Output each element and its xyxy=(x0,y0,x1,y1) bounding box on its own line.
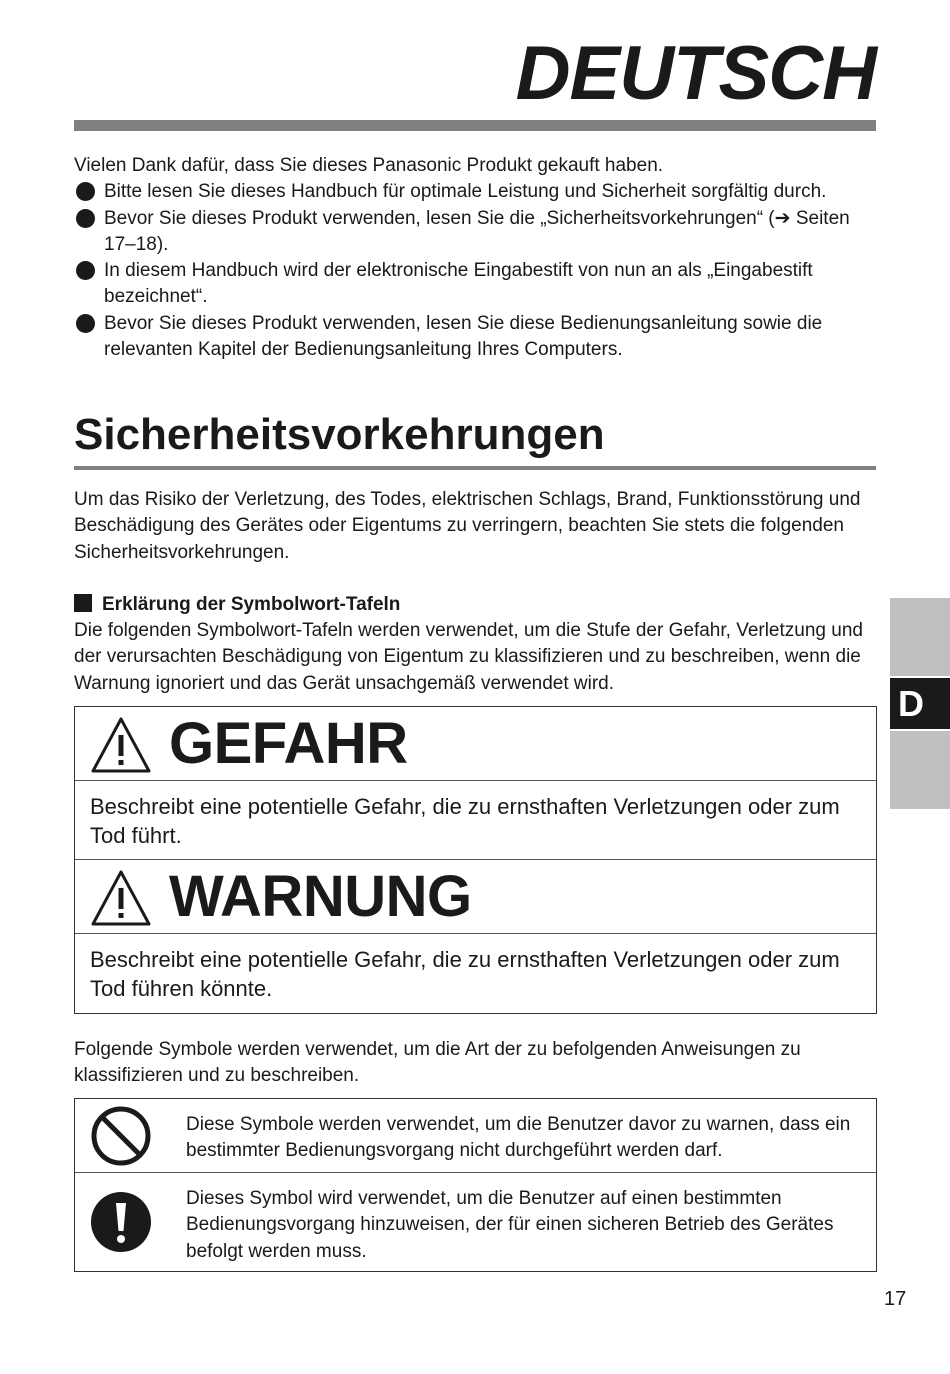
signal-word-table xyxy=(74,706,877,1014)
signal-word-danger: GEFAHR xyxy=(169,711,408,776)
section-title: Sicherheitsvorkehrungen xyxy=(74,410,605,459)
list-item-text: In diesem Handbuch wird der elektronische Eingabestift von nun an als „Eingabestift bezeichnet“. xyxy=(104,260,813,308)
side-tab-upper xyxy=(890,598,950,676)
signal-word-description-warning: Beschreibt eine potentielle Gefahr, die zu ernsthaften Verletzungen oder zum Tod führen könnte. xyxy=(90,947,840,1001)
bullet-dot-icon xyxy=(76,182,95,201)
bullet-dot-icon xyxy=(76,261,95,280)
signal-word-description-danger: Beschreibt eine potentielle Gefahr, die zu ernsthaften Verletzungen oder zum Tod führt. xyxy=(75,781,876,860)
list-item-text: Bevor Sie dieses Produkt verwenden, lesen Sie diese Bedienungsanleitung sowie die relevanten Kapitel der Bedienungsanleitung Ihres Computers. xyxy=(104,312,823,361)
language-side-tab: D xyxy=(890,678,950,729)
subheading xyxy=(74,593,400,617)
list-item xyxy=(74,311,884,364)
list-item xyxy=(74,258,884,311)
list-item-text: Bitte lesen Sie dieses Handbuch für optimale Leistung und Sicherheit sorgfältig durch. xyxy=(104,181,827,203)
mandatory-action-icon xyxy=(90,1191,152,1253)
page-number: 17 xyxy=(884,1288,907,1310)
page-title: DEUTSCH xyxy=(515,31,876,116)
bullet-dot-icon xyxy=(76,209,95,228)
title-bar xyxy=(74,120,876,131)
prohibition-icon xyxy=(90,1105,152,1167)
side-tab-lower xyxy=(890,731,950,809)
signal-word-header-danger xyxy=(75,707,876,781)
symbol-description: Diese Symbole werden verwendet, um die Benutzer davor zu warnen, dass ein bestimmter Bedienungsvorgang nicht durchgeführt werden darf. xyxy=(186,1114,851,1162)
intro-lead: Vielen Dank dafür, dass Sie dieses Panasonic Produkt gekauft haben. xyxy=(74,155,664,176)
intro-section xyxy=(74,153,884,363)
list-item xyxy=(74,206,884,259)
list-item xyxy=(74,179,884,205)
signal-word-warning: WARNUNG xyxy=(169,864,472,929)
bullet-dot-icon xyxy=(76,314,95,333)
symbols-intro: Folgende Symbole werden verwendet, um die Art der zu befolgenden Anweisungen zu klassifizieren und zu beschreiben. xyxy=(74,1039,801,1087)
signal-word-header-warning xyxy=(75,860,876,934)
section-rule xyxy=(74,466,876,470)
square-bullet-icon xyxy=(74,594,92,612)
symbol-description: Dieses Symbol wird verwendet, um die Benutzer auf einen bestimmten Bedienungsvorgang hinzuweisen, der für einen sicheren Betrieb des Gerätes befolgt werden muss. xyxy=(186,1188,834,1262)
intro-bullet-list xyxy=(74,179,884,363)
section-intro: Um das Risiko der Verletzung, des Todes, elektrischen Schlags, Brand, Funktionsstörung und Beschädigung des Gerätes oder Eigentums zu verringern, beachten Sie stets die folgenden Sicherheitsvorkehrungen. xyxy=(74,489,861,563)
subheading-label: Erklärung der Symbolwort-Tafeln xyxy=(102,594,401,615)
warning-triangle-icon xyxy=(90,716,152,774)
list-item-text: Bevor Sie dieses Produkt verwenden, lesen Sie die „Sicherheitsvorkehrungen“ (➔ Seiten 17–18). xyxy=(104,207,850,255)
subheading-text: Die folgenden Symbolwort-Tafeln werden verwendet, um die Stufe der Gefahr, Verletzung und der verursachten Beschädigung von Eigentum zu klassifizieren und zu beschreiben, wenn die Warnung ignoriert und das Gerät unsachgemäß verwendet wird. xyxy=(74,620,863,694)
table-row xyxy=(75,1099,876,1173)
table-row xyxy=(75,1173,876,1271)
warning-triangle-icon xyxy=(90,869,152,927)
symbol-table xyxy=(74,1098,877,1272)
